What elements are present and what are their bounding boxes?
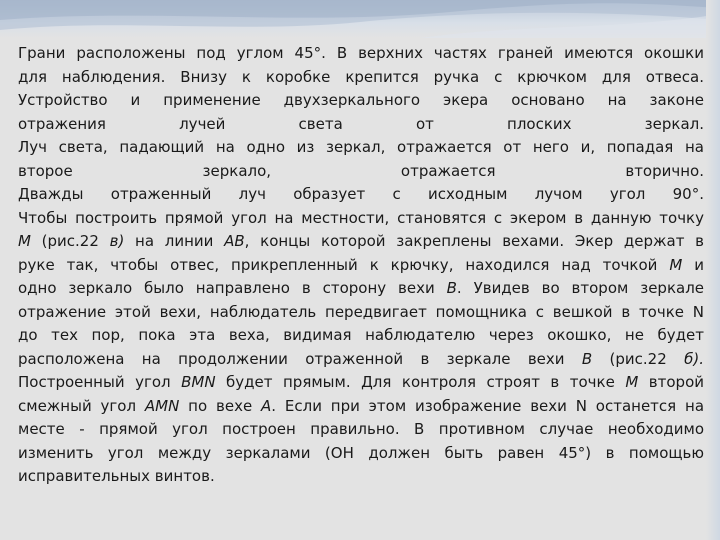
text-segment: будет прямым. Для контроля строят в точке xyxy=(215,373,626,391)
text-segment: для наблюдения. Внизу к коробке крепится ручка с крючком для отвеса. xyxy=(18,67,704,86)
text-segment: Грани расположены под углом 45°. В верхних частях граней имеются окошки xyxy=(18,44,704,62)
text-line xyxy=(18,348,704,372)
text-segment: . Увидев во втором зеркале xyxy=(456,279,704,297)
text-segment: А xyxy=(261,396,272,415)
text-segment: (рис.22 xyxy=(592,349,685,368)
text-segment: и xyxy=(682,255,704,274)
text-line xyxy=(18,371,704,395)
text-segment: АВ xyxy=(224,232,245,250)
text-segment: , концы которой закреплены вехами. Экер держат в xyxy=(244,232,704,250)
text-segment: Дважды отраженный луч образует с исходным лучом угол 90°. xyxy=(18,185,704,203)
text-segment: б). xyxy=(684,349,704,368)
text-line xyxy=(18,395,704,419)
text-line xyxy=(18,230,704,254)
text-segment: одно зеркало было направлено в сторону вехи xyxy=(18,279,447,297)
text-segment: отражения лучей света от плоских зеркал. xyxy=(18,114,704,133)
text-line xyxy=(18,66,704,90)
text-segment: по вехе xyxy=(179,396,262,415)
text-segment: AMN xyxy=(144,396,180,415)
text-segment: В xyxy=(581,349,593,368)
text-line xyxy=(18,183,704,207)
text-line xyxy=(18,89,704,113)
text-line xyxy=(18,254,704,278)
text-line xyxy=(18,277,704,301)
text-segment: Луч света, падающий на одно из зеркал, отражается от него и, попадая на xyxy=(18,138,704,156)
text-line xyxy=(18,160,704,184)
text-line xyxy=(18,301,704,325)
text-line xyxy=(18,113,704,137)
text-segment: руке так, чтобы отвес, прикрепленный к крючку, находился над точкой xyxy=(18,255,670,274)
text-segment: BMN xyxy=(181,373,216,391)
text-segment: . Если при этом изображение вехи N останется на xyxy=(271,396,704,415)
text-segment: изменить угол между зеркалами (ОН должен быть равен 45°) в помощью xyxy=(18,443,704,462)
text-line xyxy=(18,207,704,231)
text-line xyxy=(18,442,704,466)
text-segment: (рис.22 xyxy=(30,232,110,250)
text-line xyxy=(18,42,704,66)
text-segment: Построенный угол xyxy=(18,373,182,391)
slide-body-text xyxy=(18,42,704,489)
decorative-waves xyxy=(0,0,720,38)
text-segment: М xyxy=(625,373,639,391)
text-segment: В xyxy=(446,279,457,297)
text-line xyxy=(18,136,704,160)
text-line xyxy=(18,465,704,489)
text-segment: исправительных винтов. xyxy=(18,467,215,485)
decorative-header-band xyxy=(0,0,720,38)
text-segment: до тех пор, пока эта веха, видимая наблюдателю через окошко, не будет xyxy=(18,326,704,344)
text-segment: Чтобы построить прямой угол на местности, становятся с экером в данную точку xyxy=(18,208,704,227)
text-segment: смежный угол xyxy=(18,396,145,415)
text-segment: М xyxy=(669,255,683,274)
text-segment: отражение этой вехи, наблюдатель передвигает помощника с вешкой в точке N xyxy=(18,302,704,321)
text-segment: на линии xyxy=(124,232,225,250)
text-segment: в) xyxy=(109,232,125,250)
text-segment: М xyxy=(18,232,31,250)
text-segment: расположена на продолжении отраженной в зеркале вехи xyxy=(18,349,582,368)
text-segment: месте - прямой угол построен правильно. В противном случае необходимо xyxy=(18,420,704,438)
text-line xyxy=(18,418,704,442)
text-segment: второе зеркало, отражается вторично. xyxy=(18,161,704,180)
text-line xyxy=(18,324,704,348)
decorative-side-band xyxy=(706,0,720,540)
text-segment: Устройство и применение двухзеркального экера основано на законе xyxy=(18,91,704,109)
text-segment: второй xyxy=(638,373,704,391)
